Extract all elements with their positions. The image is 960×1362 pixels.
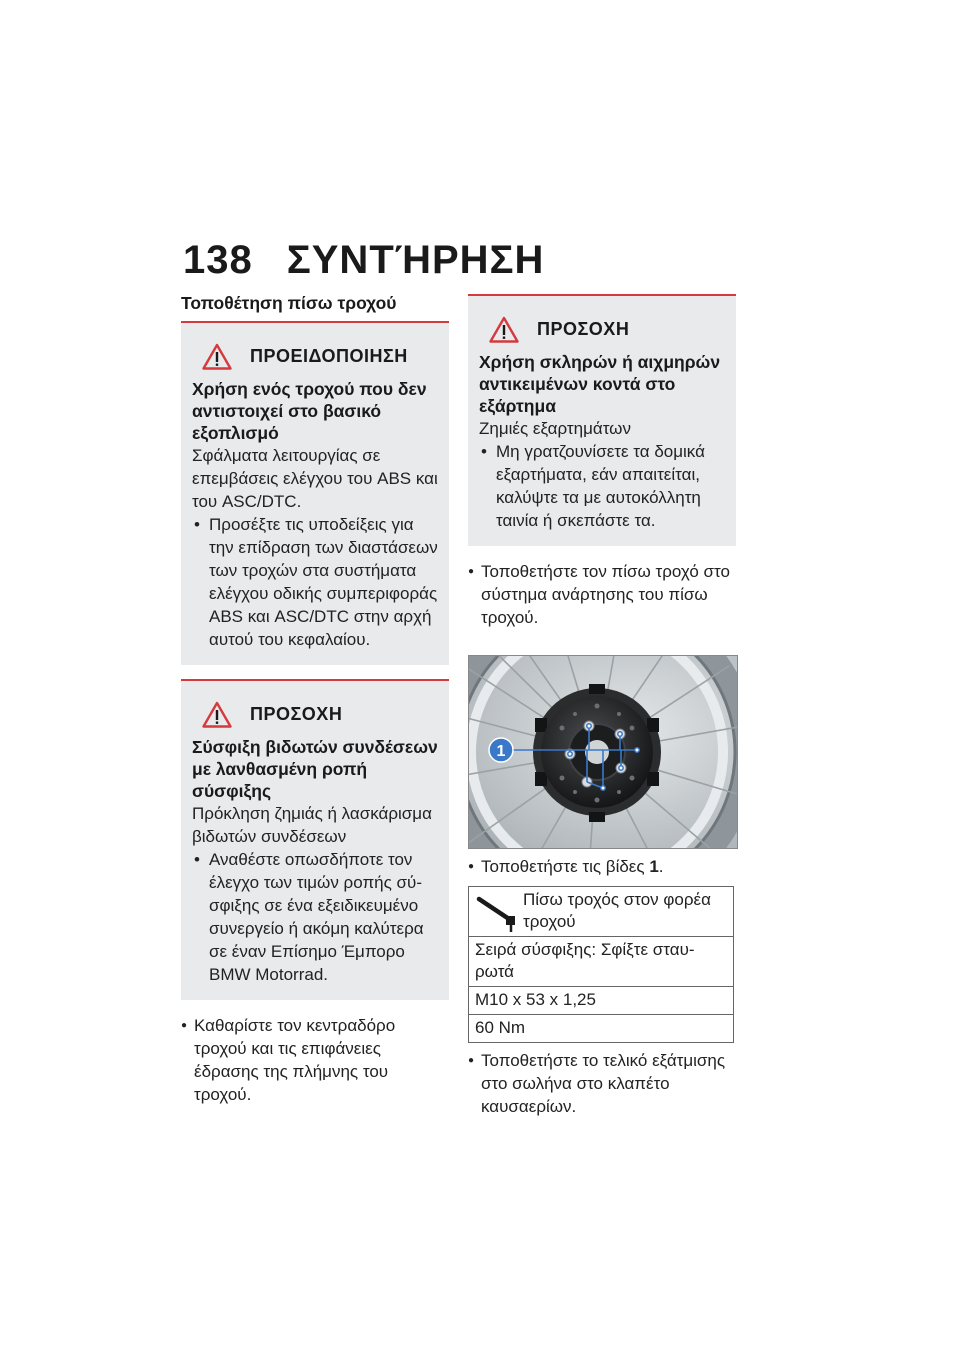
table-row [469,937,734,987]
torque-tool-label: Πίσω τροχός στον φορέα τροχού [523,890,711,931]
page-header [183,238,544,283]
torque-tool-cell [469,887,734,937]
torque-table [468,886,734,1043]
left-column [181,292,449,1114]
wheel-illustration [469,656,737,848]
step-fit-wheel: ● Τοποθετήστε τον πίσω τροχό στο σύστημα ανάρτησης του πίσω τροχού. [468,560,736,629]
step-fit-bolts [468,855,736,878]
caution-box [181,679,449,1000]
caution-title-right: Χρήση σκληρών ή αιχμηρών αντικειμένων κοντά στο εξάρτημα [479,352,721,416]
torque-wrench-icon [475,889,519,933]
right-column [468,294,736,1126]
caution-bullet-right: • Μη γρατζουνίσετε τα δομικά εξαρτήματα, εάν απαιτείται, καλύψτε τα με αυτοκόλλητη ταινία ή σκεπάστε τα. [479,440,725,532]
section-title: Τοποθέτηση πίσω τροχού [181,293,397,313]
torque-order: Σειρά σύσφιξης: Σφίξτε σταυρωτά [469,937,734,987]
wheel-photo [468,655,738,849]
torque-bolt-size: M10 x 53 x 1,25 [469,987,734,1015]
table-row [469,1015,734,1043]
torque-value: 60 Nm [469,1015,734,1043]
warning-label: ΠΡΟΕΙΔΟΠΟΙΗΣΗ [250,346,408,366]
warning-box [181,321,449,665]
warning-triangle-icon [202,343,232,370]
caution-header-right [489,316,725,343]
caution-header [202,701,438,728]
chapter-title: ΣΥΝΤΉΡΗΣΗ [286,238,545,282]
table-row [469,987,734,1015]
caution-label-right: ΠΡΟΣΟΧΗ [537,319,630,339]
warning-header [202,343,438,370]
warning-bullet: • Προσέξτε τις υποδείξεις για την επίδραση των διαστάσεων των τροχών στα συστήματα ελέγχου οδικής συμπεριφοράς ABS και ASC/DTC στην αρχή αυτού του κεφαλαίου. [192,513,438,651]
caution-label: ΠΡΟΣΟΧΗ [250,704,343,724]
caution-box-right [468,294,736,546]
caution-text: Πρόκληση ζημιάς ή λασκάρισμα βιδωτών συνδέσεων [192,804,432,846]
warning-text: Σφάλματα λειτουργίας σε επεμβάσεις ελέγχου του ABS και του ASC/DTC. [192,446,438,511]
caution-text-right: Ζημιές εξαρτημάτων [479,419,631,438]
step-fit-bolts-text: Τοποθετήστε τις βίδες [481,857,645,876]
warning-title: Χρήση ενός τροχού που δεν αντιστοιχεί στο βασικό εξοπλισμό [192,379,427,443]
warning-triangle-icon [202,701,232,728]
caution-title: Σύσφιξη βιδωτών συνδέσεων με λανθασμένη ροπή σύσφιξης [192,737,438,801]
callout-number: 1 [496,743,506,760]
step-fit-bolts-ref: 1 [649,857,659,876]
step-clean-hub: ● Καθαρίστε τον κεντραδόρο τροχού και τις επιφάνειες έδρασης της πλήμνης του τροχού. [181,1014,449,1106]
step-fit-bolts-end: . [658,857,664,876]
page-number: 138 [183,238,253,282]
warning-triangle-icon [489,316,519,343]
caution-bullet: • Αναθέστε οπωσδήποτε τον έλεγχο των τιμών ροπής σύσφιξης σε ένα εξειδικευμένο συνεργείο ή ακόμη καλύτερα σε έναν Επίσημο Έμπορο BMW Motorrad. [192,848,438,986]
step-fit-exhaust: ● Τοποθετήστε το τελικό εξάτμισης στο σωλήνα στο κλαπέτο καυσαερίων. [468,1049,736,1118]
table-row [469,887,734,937]
